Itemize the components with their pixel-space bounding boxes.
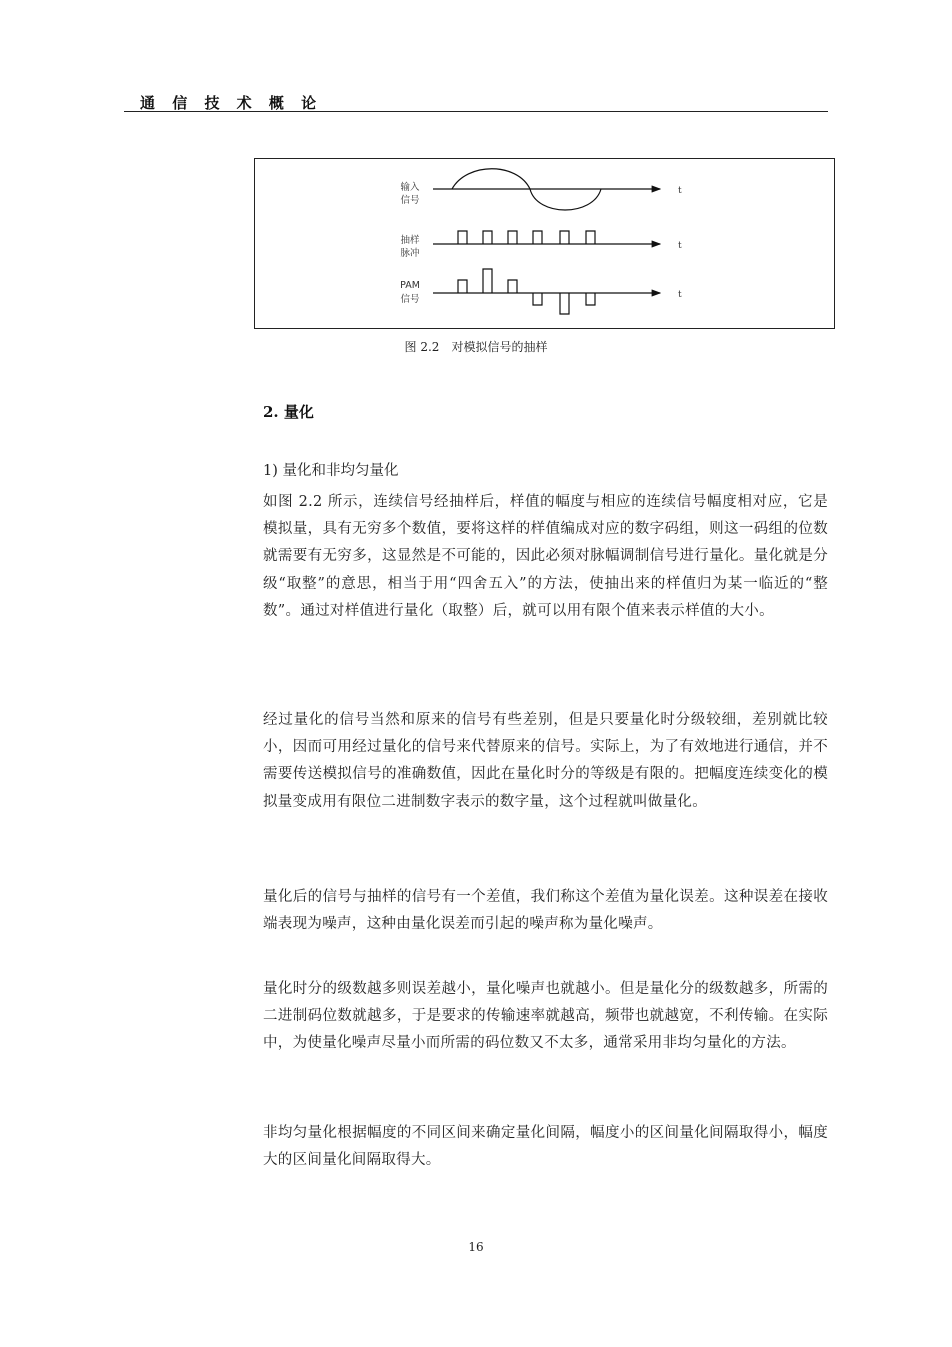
subsection-heading: 1) 量化和非均匀量化: [263, 463, 399, 479]
pam-pulse-positive: [508, 280, 517, 293]
section-heading: 2. 量化: [263, 403, 314, 421]
t-label-sampling: t: [678, 241, 682, 251]
pam-pulse-negative: [533, 293, 542, 305]
paragraph-5: 非均匀量化根据幅度的不同区间来确定量化间隔，幅度小的区间量化间隔取得小，幅度大的区间量化间隔取得大。: [263, 1125, 828, 1169]
sampling-pulse: [483, 231, 492, 244]
running-header: 通 信 技 术 概 论: [140, 94, 323, 112]
paragraph-2: 经过量化的信号当然和原来的信号有些差别，但是只要量化时分级较细，差别就比较小，因而可用经过量化的信号来代替原来的信号。实际上，为了有效地进行通信，并不需要传送模拟信号的准确数值，因此在量化时分的等级是有限的。把幅度连续变化的模拟量变成用有限位二进制数字表示的数字量，这个过程就叫做量化。: [263, 712, 828, 810]
pam-pulse-positive: [483, 269, 492, 293]
input-wave-positive: [452, 169, 530, 189]
input-signal-label-2: 信号: [400, 195, 420, 206]
sampling-pulse: [560, 231, 569, 244]
sampling-pulse-label-1: 抽样: [400, 235, 420, 246]
sampling-pulse: [533, 231, 542, 244]
sampling-pulse-label-2: 脉冲: [400, 248, 420, 259]
paragraph-1: 如图 2.2 所示，连续信号经抽样后，样值的幅度与相应的连续信号幅度相对应，它是模拟量，具有无穷多个数值，要将这样的样值编成对应的数字码组，则这一码组的位数就需要有无穷多，这显然是不可能的，因此必须对脉幅调制信号进行量化。量化就是分级“取整”的意思，相当于用“四舍五入”的方法，使抽出来的样值归为某一临近的“整数”。通过对样值进行量化（取整）后，就可以用有限个值来表示样值的大小。: [263, 494, 828, 619]
header-rule: [124, 111, 828, 112]
sampling-pulse: [508, 231, 517, 244]
t-label-pam: t: [678, 290, 682, 300]
sampling-figure: [254, 158, 835, 329]
pam-pulse-negative: [560, 293, 569, 314]
sampling-pulse: [458, 231, 467, 244]
sampling-pulse: [586, 231, 595, 244]
paragraph-3: 量化后的信号与抽样的信号有一个差值，我们称这个差值为量化误差。这种误差在接收端表现为噪声，这种由量化误差而引起的噪声称为量化噪声。: [263, 889, 828, 933]
figure-caption: 图 2.2 对模拟信号的抽样: [404, 340, 548, 354]
pam-signal-label-1: PAM: [400, 280, 420, 291]
input-signal-label-1: 输入: [400, 182, 420, 193]
pam-signal-label-2: 信号: [400, 294, 420, 305]
input-wave-negative: [530, 189, 601, 210]
pam-pulse-negative: [586, 293, 595, 305]
sampling-diagram: [255, 159, 836, 330]
pam-pulse-positive: [458, 280, 467, 293]
t-label-input: t: [678, 186, 682, 196]
page-number: 16: [468, 1240, 484, 1254]
paragraph-4: 量化时分的级数越多则误差越小，量化噪声也就越小。但是量化分的级数越多，所需的二进制码位数就越多，于是要求的传输速率就越高，频带也就越宽，不利传输。在实际中，为使量化噪声尽量小而所需的码位数又不太多，通常采用非均匀量化的方法。: [263, 981, 828, 1052]
